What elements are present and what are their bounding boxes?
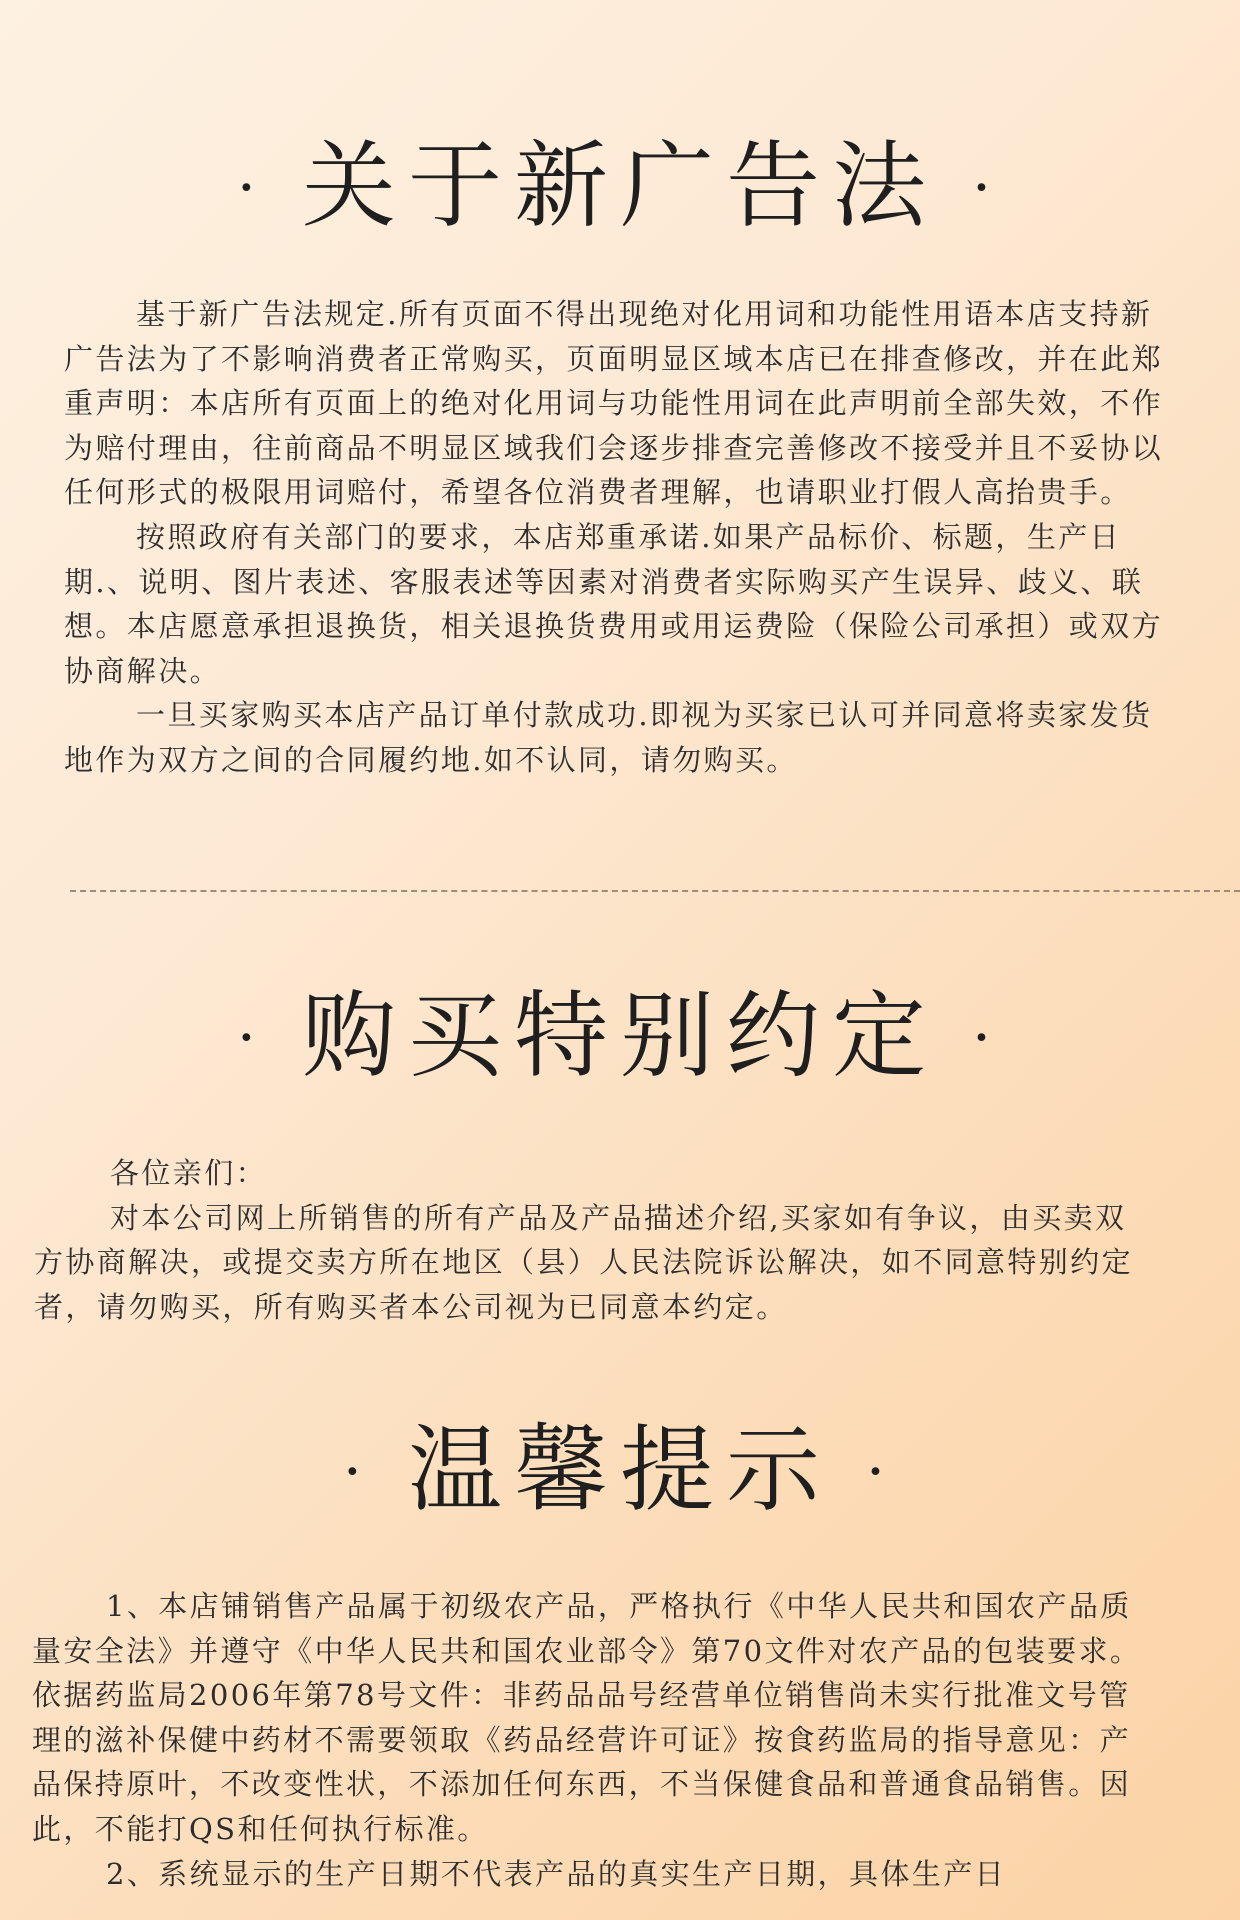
paragraph: 一旦买家购买本店产品订单付款成功.即视为买家已认可并同意将卖家发货地作为双方之间的合同履约地.如不认同，请勿购买。 xyxy=(64,698,1153,777)
title-dot-left: · xyxy=(342,1436,374,1507)
warm-tips-text xyxy=(32,1584,1144,1896)
section-divider xyxy=(70,890,1240,892)
advertising-law-text xyxy=(64,292,1176,783)
greeting: 各位亲们： xyxy=(110,1156,268,1190)
paragraph: 按照政府有关部门的要求，本店郑重承诺.如果产品标价、标题，生产日期.、说明、图片表述、客服表述等因素对消费者实际购买产生误异、歧义、联想。本店愿意承担退换货，相关退换货费用或用运费险（保险公司承担）或双方协商解决。 xyxy=(64,519,1164,688)
title-dot-right: · xyxy=(972,1002,1004,1073)
section-title-advertising-law xyxy=(0,132,1240,241)
purchase-agreement-text xyxy=(34,1151,1146,1329)
section-title-text: 温馨提示 xyxy=(407,1416,832,1525)
paragraph: 2、系统显示的生产日期不代表产品的真实生产日期，具体生产日 xyxy=(106,1856,1007,1891)
section-title-purchase-agreement xyxy=(0,982,1240,1091)
section-title-warm-tips xyxy=(0,1416,1240,1525)
title-dot-right: · xyxy=(972,152,1004,223)
paragraph: 对本公司网上所销售的所有产品及产品描述介绍,买家如有争议，由买卖双方协商解决，或提交卖方所在地区（县）人民法院诉讼解决，如不同意特别约定者，请勿购买，所有购买者本公司视为已同意本约定。 xyxy=(34,1200,1134,1324)
paragraph: 1、本店铺销售产品属于初级农产品，严格执行《中华人民共和国农产品质量安全法》并遵守《中华人民共和国农业部令》第70文件对农产品的包装要求。依据药监局2006年第78号文件：非药品品号经营单位销售尚未实行批准文号管理的滋补保健中药材不需要领取《药品经营许可证》按食药监局的指导意见：产品保持原叶，不改变性状，不添加任何东西，不当保健食品和普通食品销售。因此，不能打QS和任何执行标准。 xyxy=(32,1589,1142,1846)
section-title-text: 关于新广告法 xyxy=(301,132,938,241)
title-dot-left: · xyxy=(236,152,268,223)
paragraph: 基于新广告法规定.所有页面不得出现绝对化用词和功能性用语本店支持新广告法为了不影响消费者正常购买，页面明显区域本店已在排查修改，并在此郑重声明：本店所有页面上的绝对化用词与功能性用词在此声明前全部失效，不作为赔付理由，往前商品不明显区域我们会逐步排查完善修改不接受并且不妥协以任何形式的极限用词赔付，希望各位消费者理解，也请职业打假人高抬贵手。 xyxy=(64,297,1164,510)
title-dot-left: · xyxy=(236,1002,268,1073)
section-title-text: 购买特别约定 xyxy=(301,982,938,1091)
title-dot-right: · xyxy=(866,1436,898,1507)
